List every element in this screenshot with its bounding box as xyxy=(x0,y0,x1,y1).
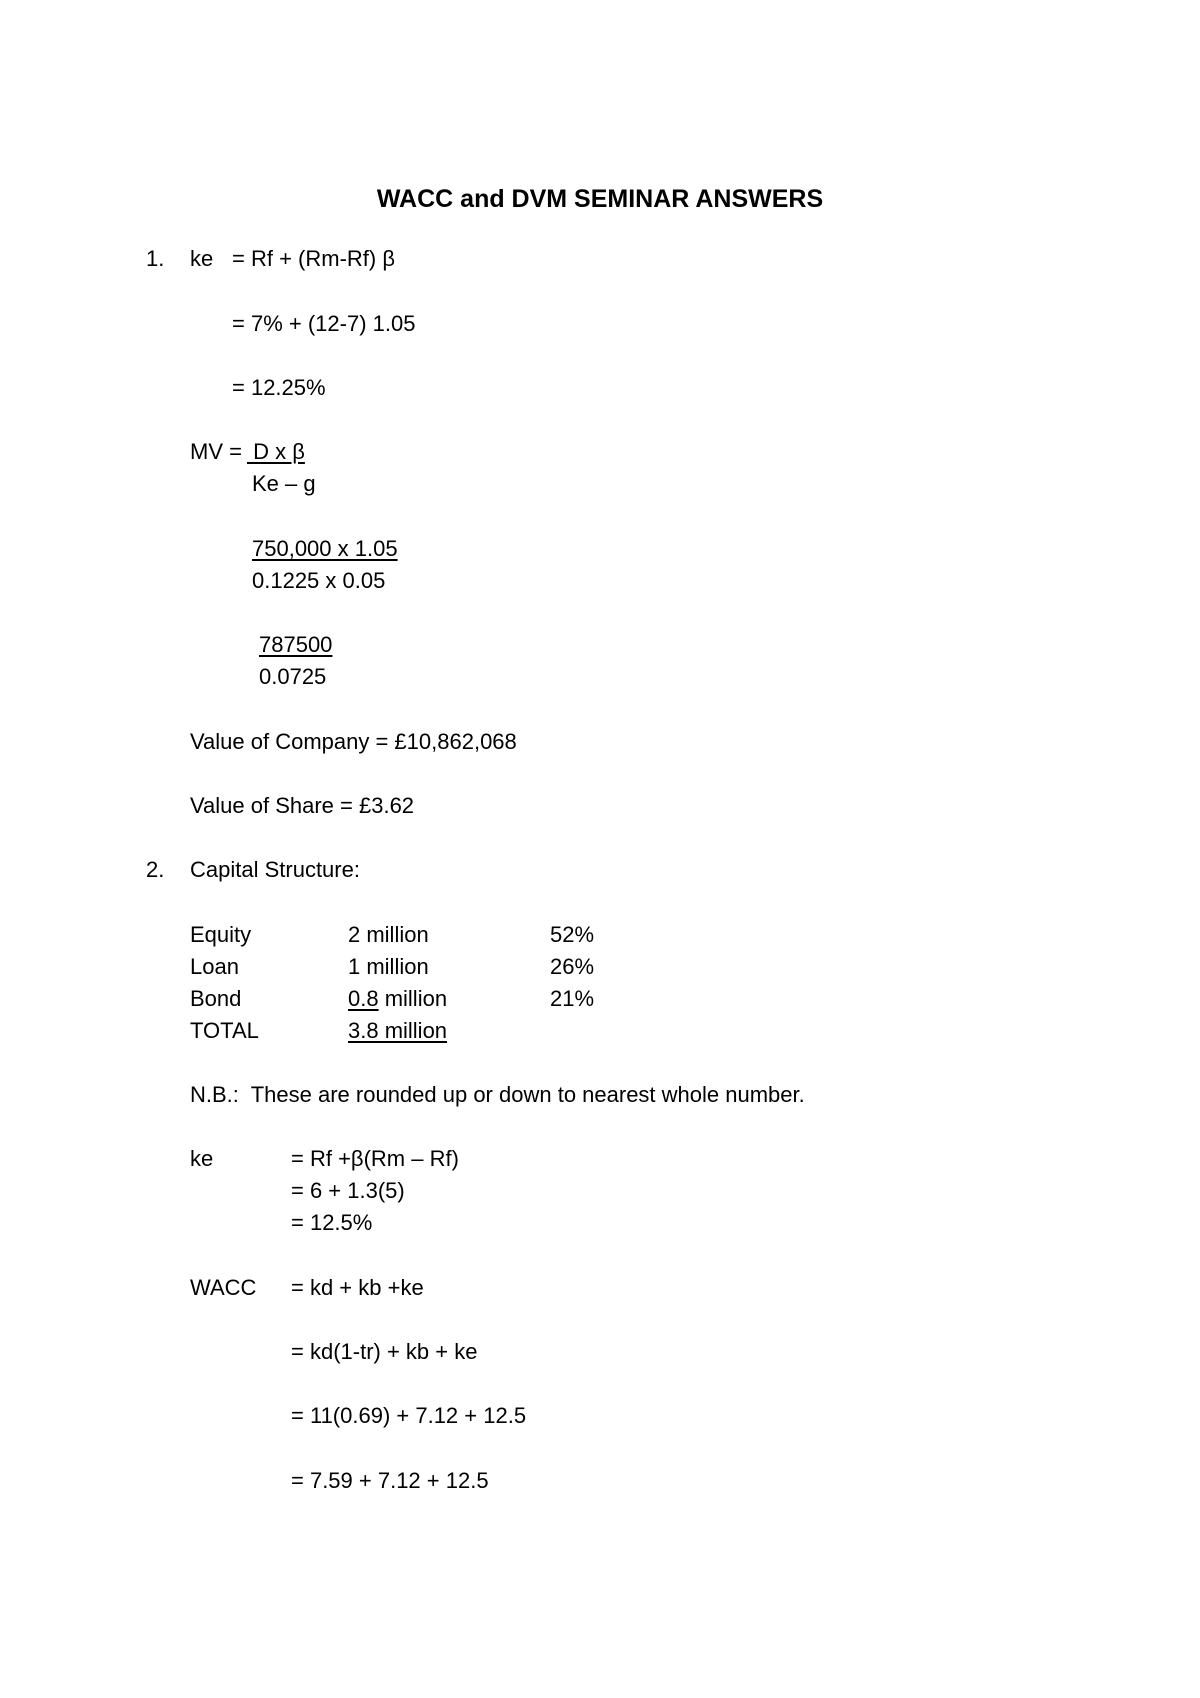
table-row-percent: 52% xyxy=(550,922,595,947)
q1-value-of-company: Value of Company = £10,862,068 xyxy=(190,729,517,754)
table-row-percent: 21% xyxy=(550,986,595,1011)
table-row-amount: 1 million xyxy=(348,954,429,979)
q1-ke-formula: = Rf + (Rm-Rf) β xyxy=(232,246,395,271)
table-row-amount: 3.8 million xyxy=(348,1018,448,1043)
table-row-percent: 26% xyxy=(550,954,595,979)
q1-ke-result: = 12.25% xyxy=(232,375,326,400)
q1-calc1-numerator: 750,000 x 1.05 xyxy=(252,536,398,561)
q1-calc2-denominator: 0.0725 xyxy=(259,664,327,689)
q2-ke-line: = 12.5% xyxy=(291,1210,373,1235)
table-row-name: Bond xyxy=(190,986,242,1011)
q1-mv-label: MV = xyxy=(190,439,242,464)
q2-ke-line: = Rf +β(Rm – Rf) xyxy=(291,1146,459,1171)
q2-heading: Capital Structure: xyxy=(190,857,360,882)
question-1-number: 1. xyxy=(146,246,165,271)
table-row-amount-number: 0.8 xyxy=(348,986,379,1011)
q2-wacc-line: = kd + kb +ke xyxy=(291,1275,424,1300)
q1-calc1-denominator: 0.1225 x 0.05 xyxy=(252,568,386,593)
q1-calc2-numerator: 787500 xyxy=(259,632,333,657)
q2-wacc-line: = 11(0.69) + 7.12 + 12.5 xyxy=(291,1403,527,1428)
q1-value-of-share: Value of Share = £3.62 xyxy=(190,793,415,818)
table-row-name: TOTAL xyxy=(190,1018,259,1043)
table-row-amount: 2 million xyxy=(348,922,429,947)
q1-ke-label: ke xyxy=(190,246,214,271)
q1-ke-substitution: = 7% + (12-7) 1.05 xyxy=(232,311,416,336)
q1-mv-numerator: D x β xyxy=(247,439,305,464)
table-row-name: Loan xyxy=(190,954,239,979)
table-row-name: Equity xyxy=(190,922,252,947)
table-row-amount-unit: million xyxy=(378,986,448,1011)
table-row-amount xyxy=(348,986,447,1012)
q2-ke-label: ke xyxy=(190,1146,214,1171)
q2-wacc-label: WACC xyxy=(190,1275,257,1300)
q1-mv-denominator: Ke – g xyxy=(252,471,316,496)
q2-ke-line: = 6 + 1.3(5) xyxy=(291,1178,405,1203)
question-2-number: 2. xyxy=(146,857,165,882)
q2-wacc-line: = kd(1-tr) + kb + ke xyxy=(291,1339,478,1364)
q2-note: N.B.: These are rounded up or down to nearest whole number. xyxy=(190,1082,805,1107)
q2-wacc-line: = 7.59 + 7.12 + 12.5 xyxy=(291,1468,489,1493)
document-title: WACC and DVM SEMINAR ANSWERS xyxy=(376,185,824,213)
